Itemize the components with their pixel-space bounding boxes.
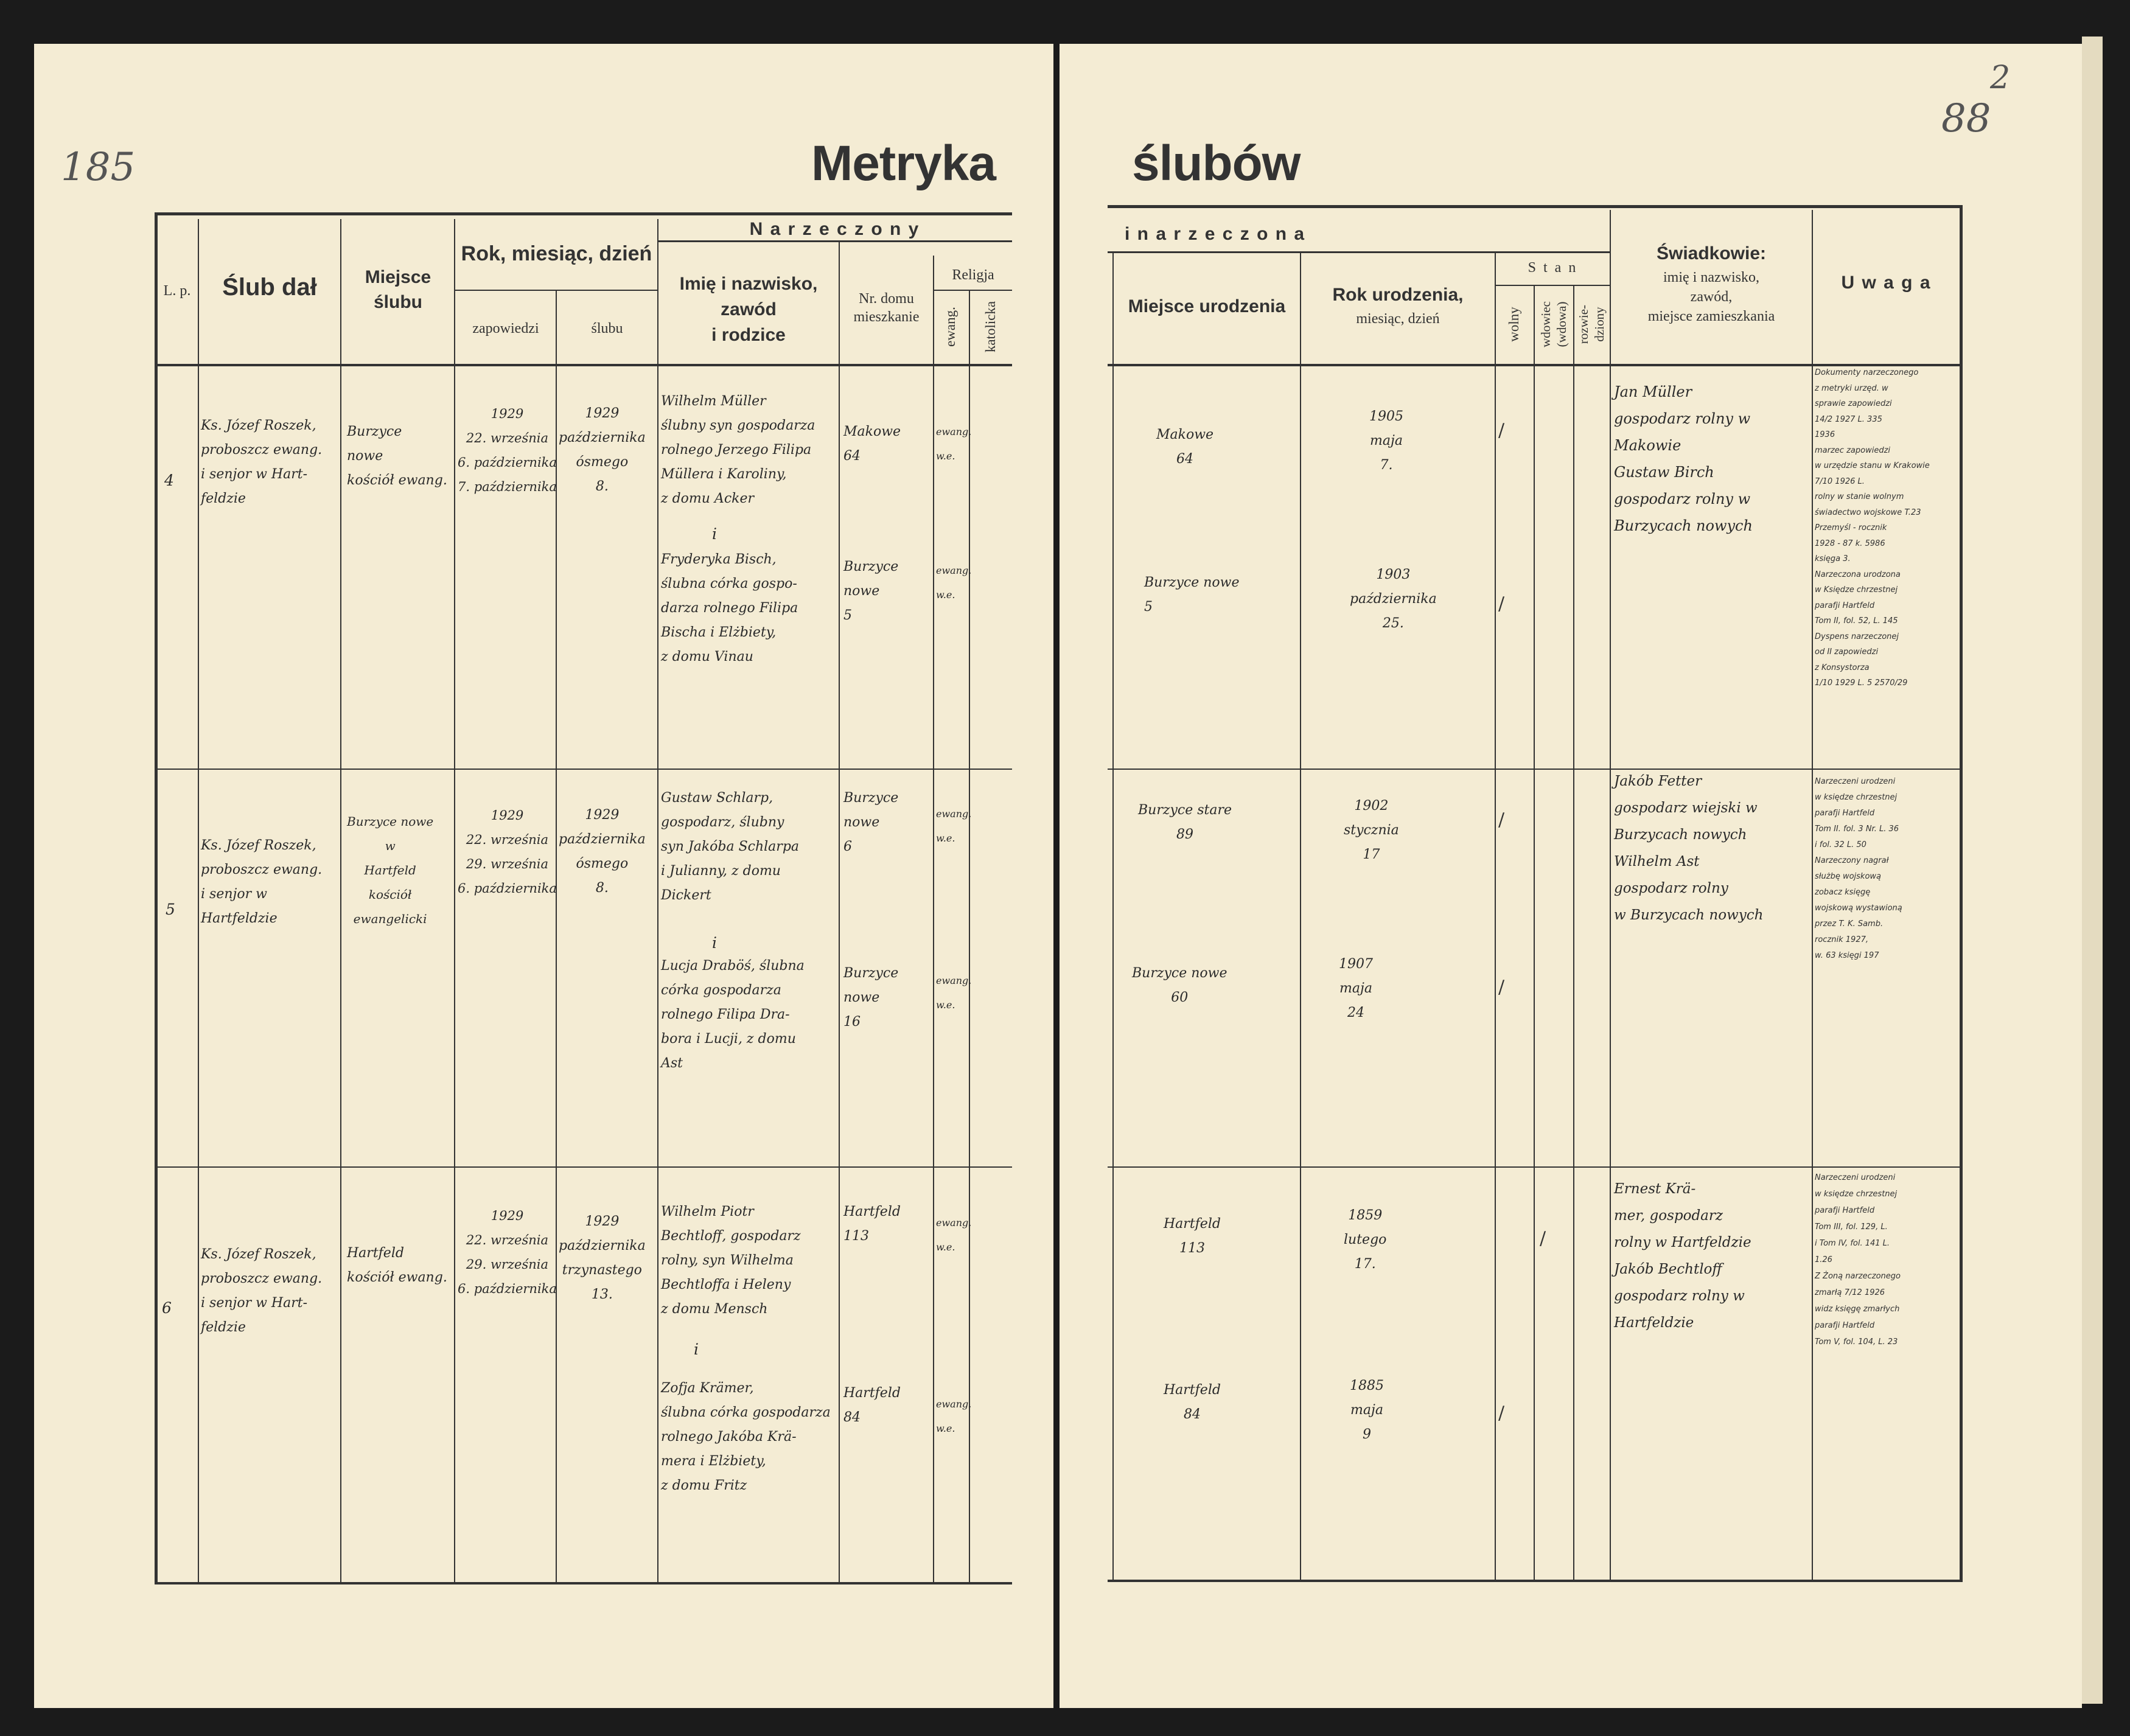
header-mieszkanie: mieszkanie: [853, 309, 920, 325]
header-religja: Religja: [952, 267, 994, 283]
entry-lp: 6: [162, 1299, 172, 1317]
entry-slub-dal: Ks. Józef Roszek, proboszcz ewang. i senjor w Hart- feldzie: [201, 418, 323, 506]
entry-uwaga: Narzeczeni urodzeni w księdze chrzestnej parafji Hartfeld Tom II. fol. 3 Nr. L. 36 i fol. 32 L. 50 Narzeczony nagrał służbę wojskową zobacz księgę wojskową wystawioną przez T. K. Samb. rocznik 1927, w. 63 księgi 197: [1815, 777, 1902, 960]
entry-lp: 4: [164, 472, 174, 489]
entry-groom: Gustaw Schlarp, gospodarz, ślubny syn Jakóba Schlarpa i Julianny, z domu Dickert: [661, 790, 800, 903]
header-nr-domu: Nr. domu: [859, 291, 914, 307]
header-slub-dal: Ślub dał: [222, 274, 317, 301]
entry-bride: Lucja Draböś, ślubna córka gospodarza rolnego Filipa Dra- bora i Lucji, z domu Ast: [661, 958, 805, 1071]
entry-groom-birthplace: Makowe 64: [1156, 427, 1214, 467]
header-miejsce-urodzenia: Miejsce urodzenia: [1128, 296, 1286, 316]
entry-bride-house: Burzyce nowe 16: [843, 966, 899, 1030]
header-wdowa: (wdowa): [1554, 301, 1569, 347]
row-separator: [155, 1166, 1012, 1168]
entry-groom-birthplace: Hartfeld 113: [1164, 1216, 1221, 1256]
entry-lp: 5: [166, 901, 175, 918]
entry-bride: Zofja Krämer, ślubna córka gospodarza rolnego Jakóba Krä- mera i Elżbiety, z domu Fritz: [661, 1381, 831, 1493]
header-narzeczony: N a r z e c z o n y: [749, 219, 920, 239]
entry-uwaga: Narzeczeni urodzeni w księdze chrzestnej parafji Hartfeld Tom III, fol. 129, L. i Tom IV, fol. 141 L. 1.26 Z Żoną narzeczonego zmarłą 7/12 1926 widz księgę zmarłych parafji Hartfeld Tom V, fol. 104, L. 23: [1815, 1173, 1901, 1347]
entry-uwaga: Dokumenty narzeczonego z metryki urzęd. w sprawie zapowiedzi 14/2 1927 L. 335 1936 marzec zapowiedzi w urzędzie stanu w Krakowie 7/10 1926 L. rolny w stanie wolnym świadectwo wojskowe T.23 Przemyśl - rocznik 1928 - 87 k. 5986 księga 3. Narzeczona urodzona w Księdze chrzestnej parafji Hartfeld Tom II, fol. 52, L. 145 Dyspens narzeczonej od II zapowiedzi z Konsystorza 1/10 1929 L. 5 2570/29: [1815, 368, 1930, 688]
entry-groom: Wilhelm Piotr Bechtloff, gospodarz rolny, syn Wilhelma Bechtloffa i Heleny z domu Mensch: [661, 1204, 801, 1317]
entry-groom-birthplace: Burzyce stare 89: [1138, 803, 1232, 842]
header-imie: Imię i nazwisko,: [679, 274, 818, 294]
header-miejsce-2: ślubu: [374, 292, 422, 312]
entry-stan-groom: /: [1498, 809, 1505, 831]
header-wdowiec: wdowiec: [1538, 301, 1553, 347]
entry-slub-dal: Ks. Józef Roszek, proboszcz ewang. i senjor w Hart- feldzie: [201, 1247, 323, 1335]
entry-slubu: 1929 października trzynastego 13.: [559, 1214, 646, 1302]
entry-groom-religion: ewang. w.e.: [936, 808, 972, 844]
header-zawod: zawód: [721, 299, 777, 319]
left-page-number: 185: [61, 145, 136, 190]
entry-i: i: [712, 525, 717, 543]
header-miejsce: Miejsce: [365, 267, 431, 287]
entry-zapowiedzi: 1929 22. września 29. września 6. października: [458, 808, 557, 896]
entry-bride-birthplace: Burzyce nowe 5: [1144, 575, 1240, 615]
title-right: ślubów: [1132, 136, 1301, 191]
right-page-number-top: 2: [1990, 60, 2011, 96]
entry-bride-religion: ewang. w.e.: [936, 1398, 972, 1434]
entry-stan-groom: /: [1498, 420, 1505, 441]
entry-slubu: 1929 października ósmego 8.: [559, 406, 646, 494]
entry-groom-religion: ewang. w.e.: [936, 426, 972, 462]
entry-bride: Fryderyka Bisch, ślubna córka gospo- darza rolnego Filipa Bischa i Elżbiety, z domu Vinau: [661, 552, 798, 664]
entry-slubu: 1929 października ósmego 8.: [559, 807, 646, 896]
entry-witnesses: Ernest Krä- mer, gospodarz rolny w Hartfeldzie Jakób Bechtloff gospodarz rolny w Hartfeldzie: [1614, 1181, 1751, 1331]
row-separator: [1108, 769, 1963, 770]
entry-stan-bride: /: [1498, 593, 1505, 615]
entry-groom-birth: 1902 stycznia 17: [1344, 798, 1399, 862]
entry-zapowiedzi: 1929 22. września 6. października 7. października: [458, 406, 557, 494]
entry-bride-house: Burzyce nowe 5: [843, 559, 899, 623]
header-lp: L. p.: [163, 283, 191, 299]
header-uwaga: U w a g a: [1841, 273, 1932, 293]
header-swiadkowie: Świadkowie:: [1656, 243, 1767, 263]
header-zapowiedzi: zapowiedzi: [472, 321, 539, 336]
header-swiad-miejsce: miejsce zamieszkania: [1647, 309, 1775, 324]
entry-bride-birth: 1907 maja 24: [1339, 957, 1373, 1020]
entry-miejsce: Burzyce nowe w Hartfeld kościół ewangelicki: [347, 814, 434, 926]
entry-bride-birth: 1885 maja 9: [1350, 1378, 1384, 1442]
entry-groom-religion: ewang. w.e.: [936, 1217, 972, 1253]
header-rok: Rok, miesiąc, dzień: [461, 242, 652, 265]
header-rodzice: i rodzice: [711, 325, 786, 345]
row-separator: [1108, 1166, 1963, 1168]
right-page-number: 88: [1941, 96, 1991, 141]
entry-stan-bride: /: [1498, 1403, 1505, 1424]
header-rozwie: rozwie-: [1576, 304, 1591, 344]
entry-slub-dal: Ks. Józef Roszek, proboszcz ewang. i senjor w Hartfeldzie: [201, 838, 323, 926]
entry-groom-house: Hartfeld 113: [843, 1204, 901, 1244]
entry-bride-religion: ewang. w.e.: [936, 565, 972, 601]
entry-groom-house: Burzyce nowe 6: [843, 790, 899, 854]
header-ewang: ewang.: [943, 307, 958, 347]
entry-witnesses: Jakób Fetter gospodarz wiejski w Burzycach nowych Wilhelm Ast gospodarz rolny w Burzycach nowych: [1614, 773, 1764, 923]
header-miesiac-dzien: miesiąc, dzień: [1356, 311, 1440, 327]
entry-i: i: [694, 1340, 699, 1358]
header-dziony: dziony: [1592, 307, 1607, 342]
header-wolny: wolny: [1506, 307, 1521, 342]
header-rok-urodzenia: Rok urodzenia,: [1332, 285, 1464, 305]
entry-stan-bride: /: [1498, 977, 1505, 998]
header-i-narzeczona: i n a r z e c z o n a: [1125, 224, 1306, 244]
header-slubu: ślubu: [591, 321, 623, 336]
title-left: Metryka: [811, 136, 996, 191]
header-swiad-zawod: zawód,: [1690, 289, 1733, 305]
page-edge: [2082, 37, 2103, 1704]
entry-zapowiedzi: 1929 22. września 29. września 6. października: [458, 1208, 557, 1296]
entry-witnesses: Jan Müller gospodarz rolny w Makowie Gustaw Birch gospodarz rolny w Burzycach nowych: [1614, 383, 1753, 534]
entry-i: i: [712, 934, 717, 952]
entry-groom-house: Makowe 64: [843, 424, 901, 464]
entry-miejsce: Burzyce nowe kościół ewang.: [347, 424, 447, 488]
row-separator: [155, 769, 1012, 770]
header-katolicka: katolicka: [983, 301, 998, 353]
entry-miejsce: Hartfeld kościół ewang.: [347, 1246, 447, 1285]
header-stan: S t a n: [1528, 260, 1578, 276]
entry-bride-birth: 1903 października 25.: [1350, 567, 1437, 631]
entry-bride-religion: ewang. w.e.: [936, 975, 972, 1011]
entry-groom-birth: 1859 lutego 17.: [1344, 1208, 1387, 1272]
header-swiad-imie: imię i nazwisko,: [1663, 270, 1759, 285]
entry-bride-birthplace: Hartfeld 84: [1164, 1382, 1221, 1422]
entry-stan-groom: /: [1540, 1228, 1546, 1249]
entry-groom: Wilhelm Müller ślubny syn gospodarza rolnego Jerzego Filipa Müllera i Karoliny, z domu Acker: [661, 394, 815, 506]
entry-bride-house: Hartfeld 84: [843, 1386, 901, 1425]
entry-groom-birth: 1905 maja 7.: [1369, 409, 1403, 473]
entry-bride-birthplace: Burzyce nowe 60: [1132, 966, 1227, 1005]
